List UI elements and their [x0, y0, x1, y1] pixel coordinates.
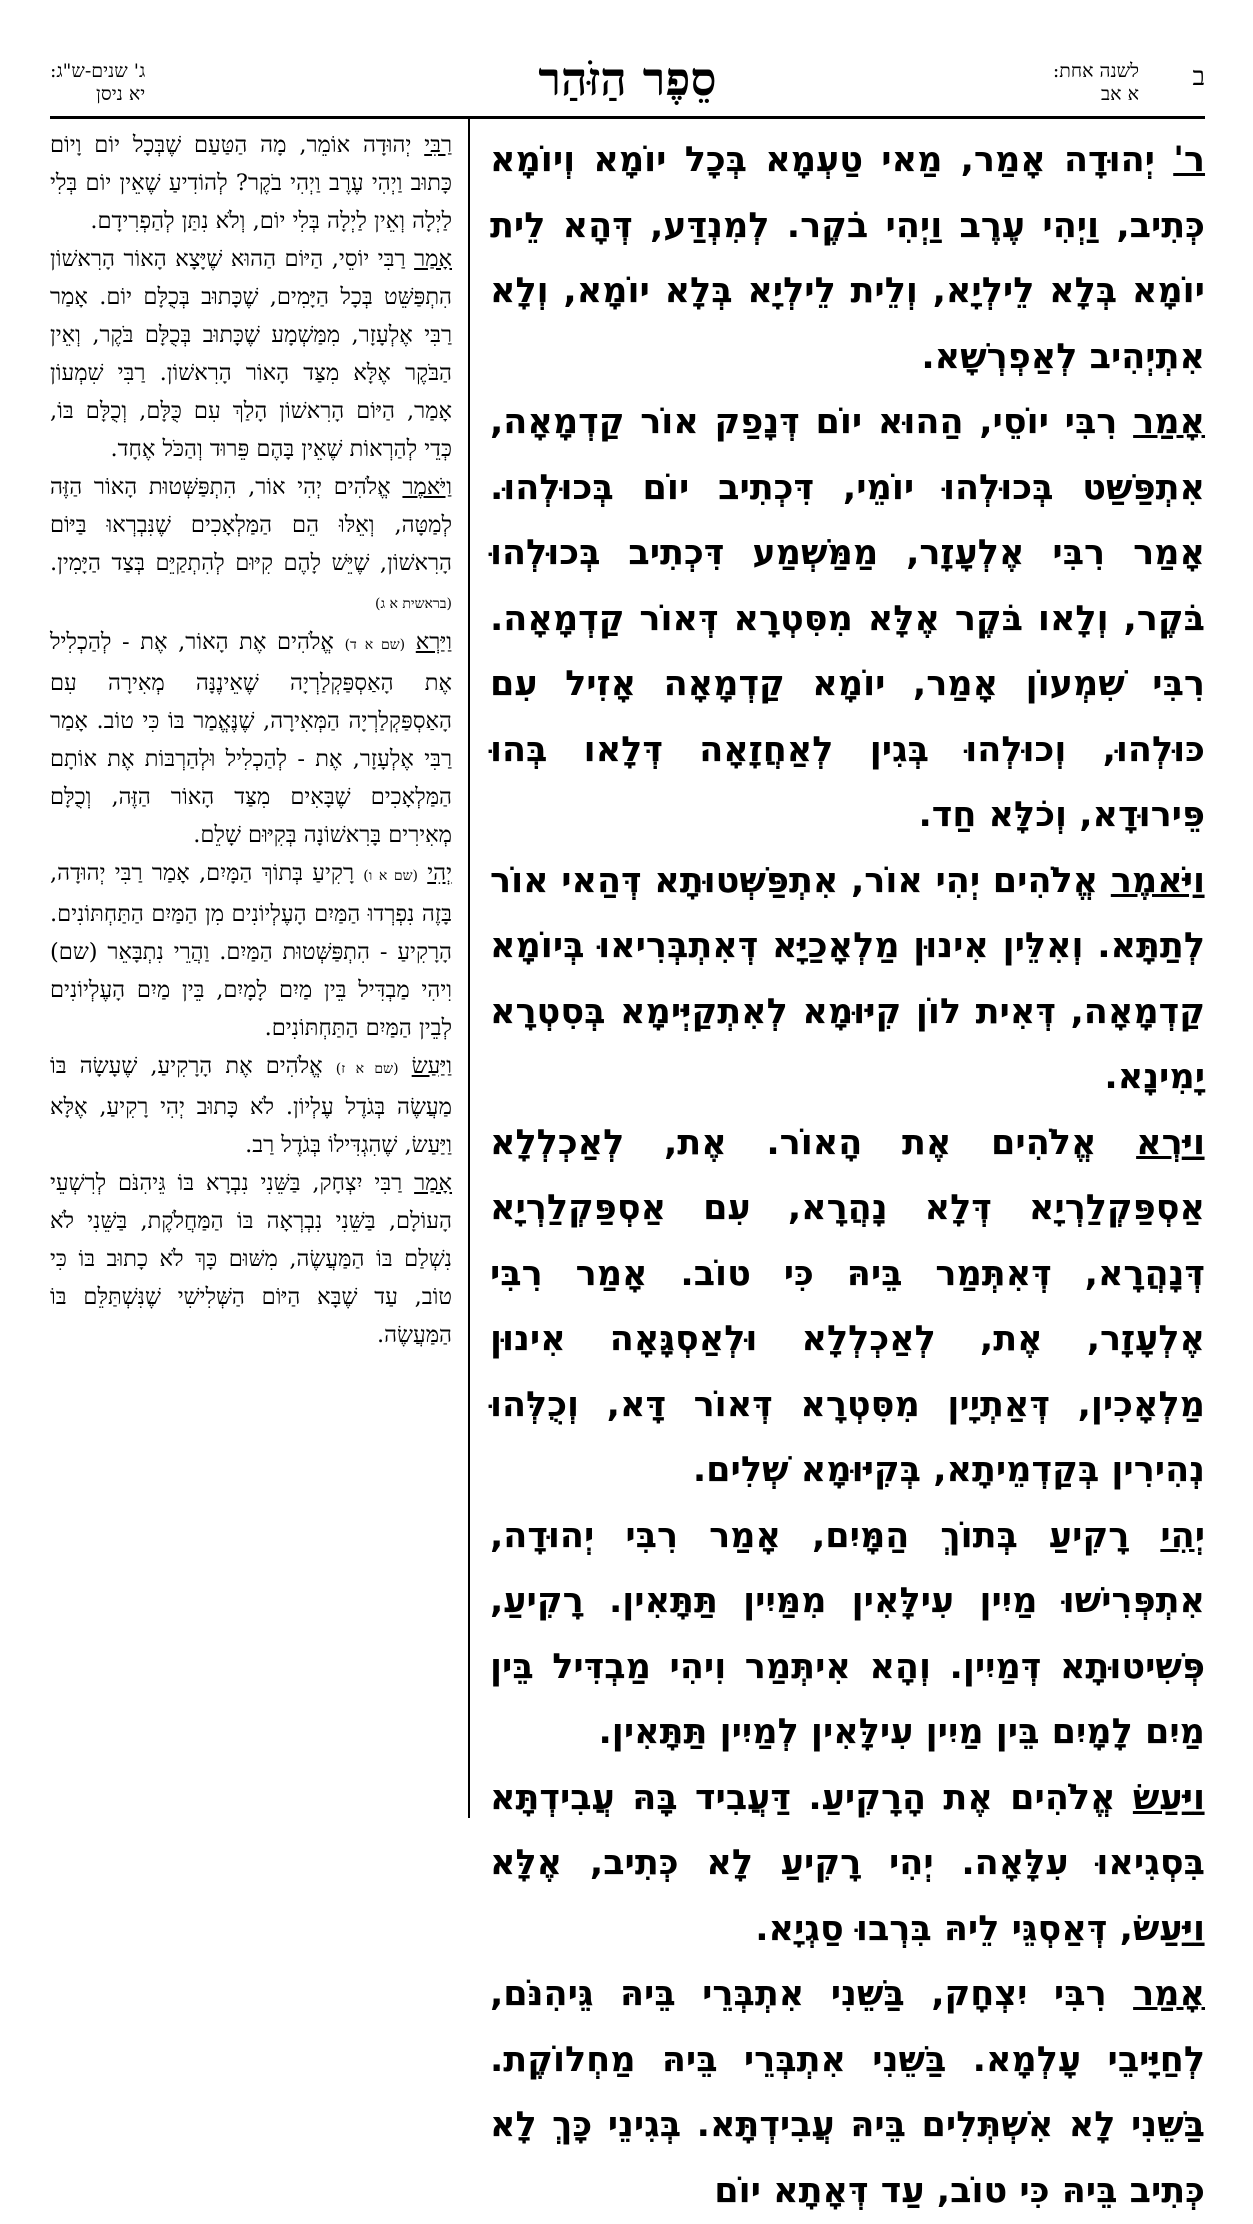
schedule-date: א אב: [1101, 83, 1139, 105]
opening-word: וַיֹּאמֶר: [1110, 860, 1206, 901]
book-title: סֵפֶר הַזֹּהַר: [538, 52, 717, 106]
side-paragraph: [50, 126, 452, 240]
opening-word: יְהִי: [1160, 1515, 1206, 1556]
main-paragraph: [490, 1504, 1205, 1766]
opening-word: וַיַּרְא: [1136, 1122, 1205, 1163]
opening-word: וַיַּעַשׂ: [411, 1053, 452, 1079]
paragraph-text: רָקִיעַ בְּתוֹךְ הַמָּיִם, אָמַר רַבִּי יְהוּדָה, בָּזֶה נִפְרְדוּ הַמַּיִם הָעֶלְיוֹנִים מִן הַמַּיִם הַתַּחְתּוֹנִים. הָרָקִיעַ - הִתְפַּשְּׁטוּת הַמַּיִם. וַהֲרֵי נִתְבָּאֵר (שם) וִיהִי מַבְדִּיל בֵּין מַיִם לָמָיִם, בֵּין מַיִם הָעֶלְיוֹנִים לְבֵין הַמַּיִם הַתַּחְתּוֹנִים.: [50, 860, 452, 1041]
opening-word: וַיֹּאמֶר: [402, 474, 452, 500]
side-paragraph: [50, 1047, 452, 1164]
header-divider: [50, 116, 1205, 119]
opening-word: אָמַר: [1133, 402, 1206, 442]
main-paragraph: [490, 390, 1205, 849]
column-divider: [468, 118, 470, 1818]
paragraph-text: אֱלֹהִים אֶת הָרָקִיעַ. דַּעֲבִיד בָּהּ עֲבִידְתָּא בִּסְגִיאוּ עִלָּאָה. יְהִי רָקִיעַ לָא כְּתִיב, אֶלָּא וַיַּעַשׂ, דְּאַסְגֵּי לֵיהּ בִּרְבוּ סַגְיָא.: [490, 1777, 1205, 1949]
verse-reference: (שם א ד): [344, 637, 406, 653]
opening-word: אָמַר: [414, 246, 452, 272]
opening-word: וַיַּרְא: [415, 629, 453, 655]
paragraph-text: רִבִּי יוֹסֵי, הַהוּא יוֹם דְּנָפַק אוֹר קַדְמָאָה, אִתְפַּשַּׁט בְּכוּלְהוּ יוֹמֵי, דִּכְתִיב יוֹם בְּכוּלְהוּ. אָמַר רִבִּי אֶלְעָזָר, מַמַּשְׁמַע דִּכְתִיב בְּכוּלְהוּ בֹּקֶר, וְלָאו בֹּקֶר אֶלָּא מִסִּטְרָא דְּאוֹר קַדְמָאָה. רִבִּי שִׁמְעוֹן אָמַר, יוֹמָא קַדְמָאָה אָזִיל עִם כּוּלְהוּ, וְכוּלְהוּ בְּגִין לְאַחֲזָאָה דְּלָאו בְּהוּ פֵּירוּדָא, וְכֹלָּא חַד.: [490, 402, 1205, 835]
verse-reference: (שם א ז): [335, 1061, 399, 1077]
schedule-date: יא ניסן: [96, 83, 146, 105]
paragraph-text: רַבִּי יִצְחָק, בַּשֵּׁנִי נִבְרָא בּוֹ גֵּיהִנֹּם לְרִשְׁעֵי הָעוֹלָם, בַּשֵּׁנִי נִבְרְאָה בּוֹ הַמַּחֲלֹקֶת, בַּשֵּׁנִי לֹא נִשְׁלַם בּוֹ הַמַּעֲשֶׂה, מִשּׁוּם כָּךְ לֹא כָתוּב בּוֹ כִּי טוֹב, עַד שֶׁבָּא הַיּוֹם הַשְּׁלִישִׁי שֶׁנִּשְׁתַּלֵּם בּוֹ הַמַּעֲשֶׂה.: [50, 1170, 452, 1348]
page-header: [50, 52, 1205, 114]
paragraph-text: אֱלֹהִים אֶת הָאוֹר, אֶת - לְהַכְלִיל אֶת הָאַסְפַּקְלַרְיָה שֶׁאֵינֶנָּה מְאִירָה עִם הָאַסְפַּקְלַרְיָה הַמְּאִירָה, שֶׁנֶּאֱמַר בּוֹ כִּי טוֹב. אָמַר רַבִּי אֶלְעָזָר, אֶת - לְהַכְלִיל וּלְהַרְבּוֹת אֶת אוֹתָם הַמַּלְאָכִים שֶׁבָּאִים מִצַּד הָאוֹר הַזֶּה, וְכֻלָּם מְאִירִים בָּרִאשׁוֹנָה בְּקִיּוּם שָׁלֵם.: [50, 629, 452, 848]
opening-word: ר': [1173, 140, 1206, 180]
paragraph-text: יְהוּדָה אוֹמֵר, מָה הַטַּעַם שֶׁבְּכָל יוֹם וָיוֹם כָּתוּב וַיְהִי עֶרֶב וַיְהִי בֹקֶר? לְהוֹדִיעַ שֶׁאֵין יוֹם בְּלִי לַיְלָה וְאֵין לַיְלָה בְּלִי יוֹם, וְלֹא נִתַּן לְהַפְרִידָם.: [50, 132, 452, 234]
paragraph-text: אֱלֹהִים יְהִי אוֹר, הִתְפַּשְּׁטוּת הָאוֹר הַזֶּה לְמַטָּה, וְאֵלּוּ הֵם הַמַּלְאָכִים שֶׁנִּבְרְאוּ בַּיּוֹם הָרִאשׁוֹן, שֶׁיֵּשׁ לָהֶם קִיּוּם לְהִתְקַיֵּם בְּצַד הַיָּמִין.: [50, 474, 452, 576]
opening-word: רַבִּי: [424, 132, 452, 158]
verse-reference: (בראשית א ג): [375, 596, 452, 612]
main-paragraph: [490, 128, 1205, 390]
side-paragraph: [50, 1164, 452, 1354]
schedule-label: ג' שנים-ש"ג:: [50, 60, 146, 82]
aramaic-column: [490, 128, 1206, 2211]
paragraph-text: רִבִּי יִצְחָק, בַּשֵּׁנִי אִתְבְּרֵי בֵּיהּ גֵּיהִנֹּם, לְחַיָּיבֵי עָלְמָא. בַּשֵּׁנִי אִתְבְּרֵי בֵּיהּ מַחְלוֹקֶת. בַּשֵּׁנִי לָא אִשְׁתְּלִים בֵּיהּ עֲבִידְתָּא. בְּגִינֵי כָּךְ לָא כְּתִיב בֵּיהּ כִּי טוֹב, עַד דְּאָתָא יוֹם: [490, 1974, 1205, 2211]
opening-word: אָמַר: [1133, 1974, 1205, 2014]
main-paragraph: [490, 1766, 1205, 1963]
side-paragraph: [50, 468, 452, 623]
main-paragraph: [490, 1962, 1205, 2224]
paragraph-text: רַבִּי יוֹסֵי, הַיּוֹם הַהוּא שֶׁיָּצָא הָאוֹר הָרִאשׁוֹן הִתְפַּשֵּׁט בְּכָל הַיָּמִים, שֶׁכָּתוּב בְּכֻלָּם יוֹם. אָמַר רַבִּי אֶלְעָזָר, מִמַּשְׁמָע שֶׁכָּתוּב בְּכֻלָּם בֹּקֶר, וְאֵין הַבֹּקֶר אֶלָּא מִצַּד הָאוֹר הָרִאשׁוֹן. רַבִּי שִׁמְעוֹן אָמַר, הַיּוֹם הָרִאשׁוֹן הָלַךְ עִם כֻּלָּם, וְכֻלָּם בּוֹ, כְּדֵי לְהַרְאוֹת שֶׁאֵין בָּהֶם פֵּרוּד וְהַכֹּל אֶחָד.: [50, 246, 452, 462]
paragraph-text: יְהוּדָה אָמַר, מַאי טַעְמָא בְּכָל יוֹמָא וְיוֹמָא כְּתִיב, וַיְהִי עֶרֶב וַיְהִי בֹקֶר. לְמִנְדַּע, דְּהָא לֵית יוֹמָא בְּלָא לֵילְיָא, וְלֵית לֵילְיָא בְּלָא יוֹמָא, וְלָא אִתְיְהִיב לְאַפְרְשָׁא.: [490, 140, 1205, 377]
side-paragraph: [50, 240, 452, 468]
paragraph-text: אֱלֹהִים אֶת הָאוֹר. אֶת, לְאַכְלְלָא אַסְפַּקְלַרְיָא דְּלָא נָהֲרָא, עִם אַסְפַּקְלַרְיָא דְּנָהֲרָא, דְּאִתְּמַר בֵּיהּ כִּי טוֹב. אָמַר רִבִּי אֶלְעָזָר, אֶת, לְאַכְלְלָא וּלְאַסְגָּאָה אִינוּן מַלְאָכִין, דְּאַתְיָין מִסִּטְרָא דְּאוֹר דָּא, וְכֻלְּהוּ נְהִירִין בְּקַדְמֵיתָא, בְּקִיּוּמָא שְׁלִים.: [490, 1122, 1205, 1490]
paragraph-text: רָקִיעַ בְּתוֹךְ הַמָּיִם, אָמַר רִבִּי יְהוּדָה, אִתְפְּרִישׁוּ מַיִין עִילָּאִין מִמַּיִין תַּתָּאִין. רָקִיעַ, פְּשִׁיטוּתָא דְּמַיִין. וְהָא אִיתְּמַר וִיהִי מַבְדִּיל בֵּין מַיִם לָמָיִם בֵּין מַיִין עִילָּאִין לְמַיִין תַּתָּאִין.: [490, 1515, 1205, 1752]
paragraph-text: אֱלֹהִים אֶת הָרָקִיעַ, שֶׁעָשָׂה בּוֹ מַעֲשֶׂה בְּגֹדֶל עֶלְיוֹן. לֹא כָּתוּב יְהִי רָקִיעַ, אֶלָּא וַיַּעַשׂ, שֶׁהִגְדִּילוֹ בְּגֹדֶל רַב.: [50, 1053, 452, 1158]
hebrew-translation-column: [50, 126, 452, 1826]
main-paragraph: [490, 849, 1205, 1111]
paragraph-text: אֱלֹהִים יְהִי אוֹר, אִתְפַּשְּׁטוּתָא דְּהַאי אוֹר לְתַתָּא. וְאִלֵּין אִינוּן מַלְאָכַיָּא דְּאִתְבְּרִיאוּ בְּיוֹמָא קַדְמָאָה, דְּאִית לוֹן קִיּוּמָא לְאִתְקַיְּימָא בְּסִטְרָא יָמִינָא.: [490, 860, 1205, 1097]
opening-word: אָמַר: [414, 1170, 453, 1196]
schedule-label: לשנה אחת:: [1052, 60, 1139, 82]
opening-word: וַיַּעַשׂ: [1132, 1777, 1205, 1818]
verse-reference: (שם א ו): [363, 868, 418, 884]
main-paragraph: [490, 1111, 1205, 1504]
side-paragraph: [50, 623, 452, 854]
opening-word: יְהִי: [427, 860, 453, 886]
page-number: ב: [1192, 62, 1205, 92]
side-paragraph: [50, 854, 452, 1047]
reading-schedule-three-years: [50, 60, 145, 106]
